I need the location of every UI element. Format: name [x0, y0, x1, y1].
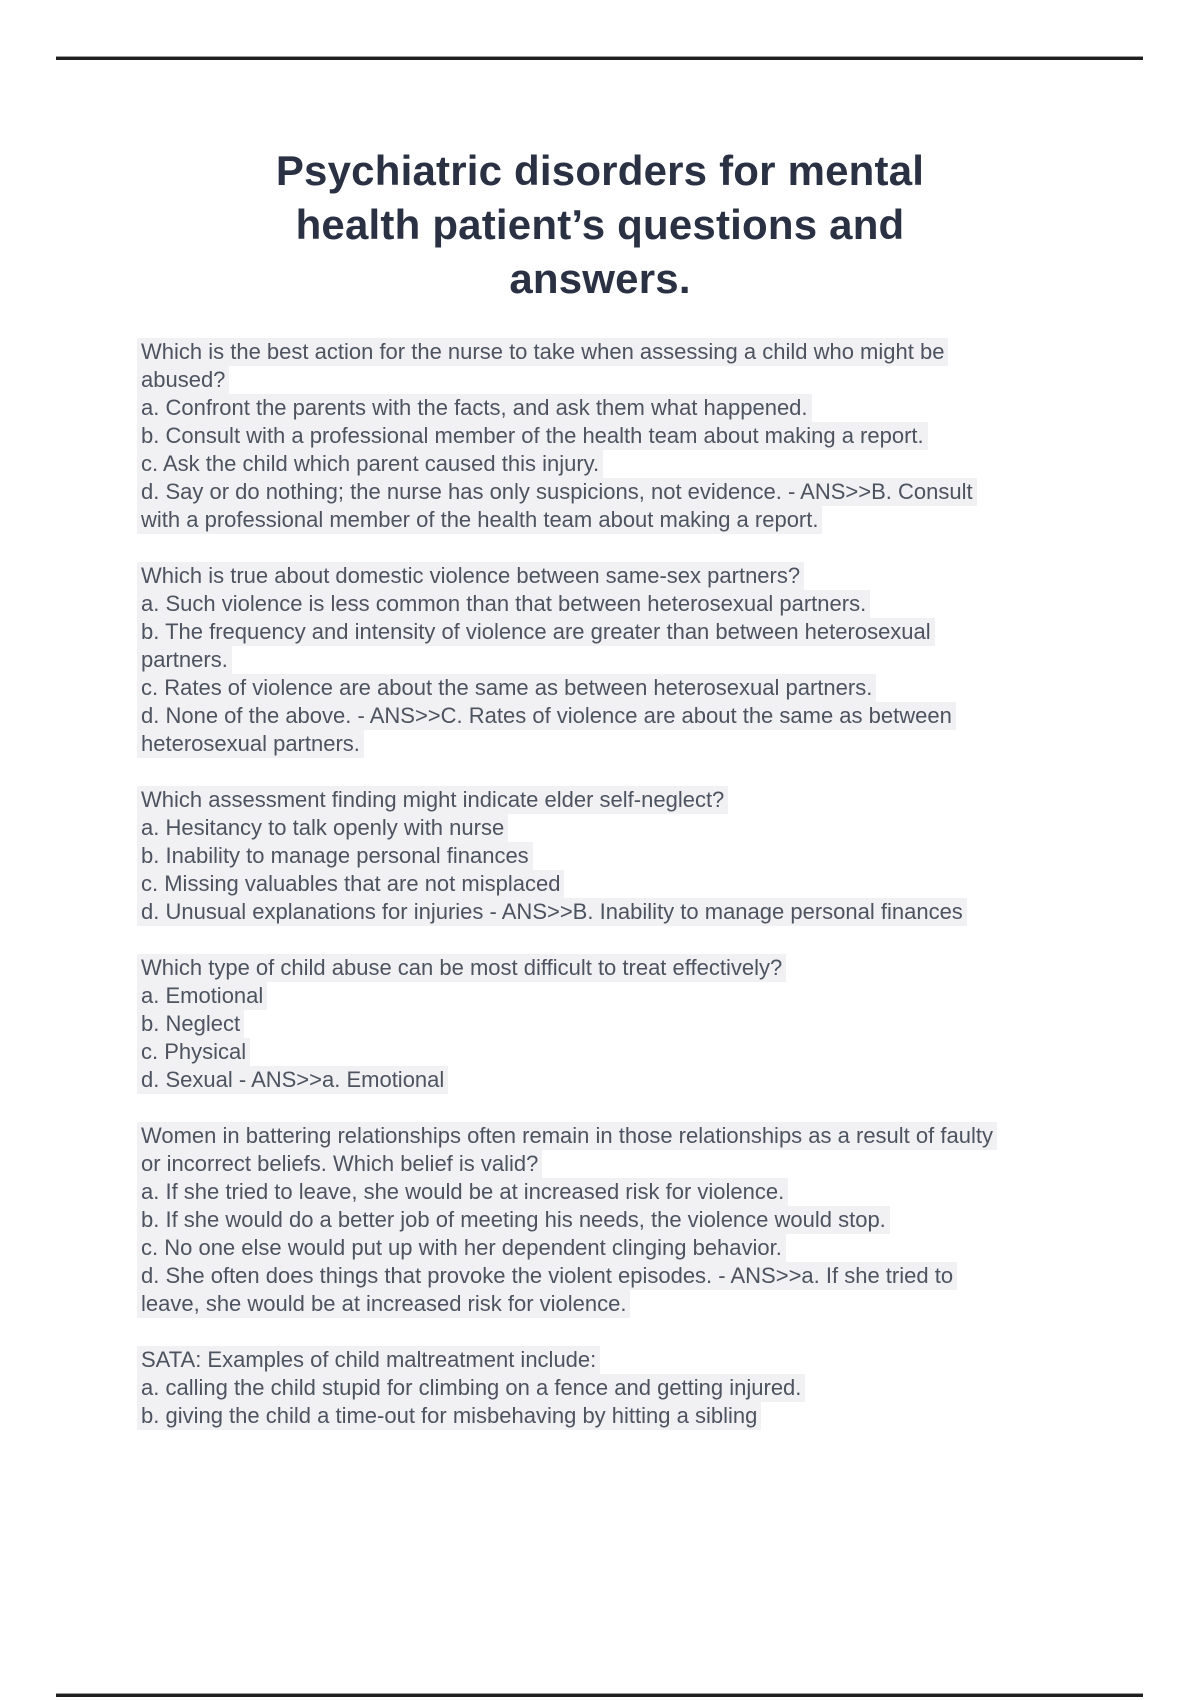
text-line — [137, 1066, 1097, 1094]
highlighted-text: b. The frequency and intensity of violence are greater than between heterosexual — [137, 618, 935, 646]
qa-blocks — [137, 338, 1097, 1458]
bottom-rule — [56, 1693, 1143, 1697]
title-line: Psychiatric disorders for mental — [275, 147, 925, 194]
highlighted-text: d. Say or do nothing; the nurse has only suspicions, not evidence. - ANS>>B. Consult — [137, 478, 977, 506]
highlighted-text: a. Such violence is less common than that between heterosexual partners. — [137, 590, 870, 618]
text-line — [137, 562, 1097, 590]
highlighted-text: d. None of the above. - ANS>>C. Rates of violence are about the same as between — [137, 702, 956, 730]
qa-block — [137, 954, 1097, 1094]
text-line — [137, 702, 1097, 730]
qa-block — [137, 338, 1097, 534]
highlighted-text: d. Sexual - ANS>>a. Emotional — [137, 1066, 448, 1094]
text-line — [137, 1150, 1097, 1178]
highlighted-text: Which is true about domestic violence between same-sex partners? — [137, 562, 804, 590]
highlighted-text: with a professional member of the health team about making a report. — [137, 506, 822, 534]
document-title — [0, 144, 1200, 306]
highlighted-text: c. Physical — [137, 1038, 250, 1066]
qa-block — [137, 562, 1097, 758]
highlighted-text: Which assessment finding might indicate elder self-neglect? — [137, 786, 728, 814]
text-line — [137, 1206, 1097, 1234]
text-line — [137, 674, 1097, 702]
text-line — [137, 1234, 1097, 1262]
highlighted-text: d. Unusual explanations for injuries - ANS>>B. Inability to manage personal finances — [137, 898, 967, 926]
highlighted-text: c. No one else would put up with her dependent clinging behavior. — [137, 1234, 786, 1262]
highlighted-text: partners. — [137, 646, 232, 674]
text-line — [137, 1374, 1097, 1402]
text-line — [137, 730, 1097, 758]
text-line — [137, 870, 1097, 898]
highlighted-text: b. If she would do a better job of meeting his needs, the violence would stop. — [137, 1206, 890, 1234]
highlighted-text: d. She often does things that provoke the violent episodes. - ANS>>a. If she tried to — [137, 1262, 957, 1290]
text-line — [137, 394, 1097, 422]
highlighted-text: Women in battering relationships often remain in those relationships as a result of faulty — [137, 1122, 997, 1150]
text-line — [137, 842, 1097, 870]
text-line — [137, 506, 1097, 534]
highlighted-text: b. Inability to manage personal finances — [137, 842, 533, 870]
highlighted-text: Which type of child abuse can be most difficult to treat effectively? — [137, 954, 786, 982]
highlighted-text: Which is the best action for the nurse to take when assessing a child who might be — [137, 338, 948, 366]
highlighted-text: a. Emotional — [137, 982, 267, 1010]
text-line — [137, 786, 1097, 814]
highlighted-text: a. Hesitancy to talk openly with nurse — [137, 814, 508, 842]
text-line — [137, 422, 1097, 450]
highlighted-text: leave, she would be at increased risk for violence. — [137, 1290, 630, 1318]
text-line — [137, 1402, 1097, 1430]
text-line — [137, 982, 1097, 1010]
text-line — [137, 954, 1097, 982]
text-line — [137, 1346, 1097, 1374]
text-line — [137, 814, 1097, 842]
title-line: health patient’s questions and — [295, 201, 905, 248]
highlighted-text: c. Ask the child which parent caused this injury. — [137, 450, 603, 478]
text-line — [137, 1262, 1097, 1290]
highlighted-text: a. calling the child stupid for climbing on a fence and getting injured. — [137, 1374, 805, 1402]
highlighted-text: abused? — [137, 366, 229, 394]
text-line — [137, 618, 1097, 646]
highlighted-text: c. Missing valuables that are not misplaced — [137, 870, 564, 898]
highlighted-text: b. Consult with a professional member of the health team about making a report. — [137, 422, 928, 450]
highlighted-text: b. giving the child a time-out for misbehaving by hitting a sibling — [137, 1402, 761, 1430]
text-line — [137, 1038, 1097, 1066]
highlighted-text: c. Rates of violence are about the same as between heterosexual partners. — [137, 674, 876, 702]
text-line — [137, 1010, 1097, 1038]
text-line — [137, 450, 1097, 478]
text-line — [137, 478, 1097, 506]
text-line — [137, 1122, 1097, 1150]
text-line — [137, 590, 1097, 618]
text-line — [137, 1290, 1097, 1318]
highlighted-text: a. If she tried to leave, she would be at increased risk for violence. — [137, 1178, 788, 1206]
qa-block — [137, 1122, 1097, 1318]
text-line — [137, 366, 1097, 394]
text-line — [137, 646, 1097, 674]
text-line — [137, 338, 1097, 366]
highlighted-text: b. Neglect — [137, 1010, 244, 1038]
title-line: answers. — [509, 255, 691, 302]
highlighted-text: SATA: Examples of child maltreatment include: — [137, 1346, 600, 1374]
highlighted-text: heterosexual partners. — [137, 730, 364, 758]
text-line — [137, 1178, 1097, 1206]
highlighted-text: a. Confront the parents with the facts, and ask them what happened. — [137, 394, 812, 422]
qa-block — [137, 1346, 1097, 1430]
text-line — [137, 898, 1097, 926]
top-rule — [56, 56, 1143, 60]
qa-block — [137, 786, 1097, 926]
highlighted-text: or incorrect beliefs. Which belief is valid? — [137, 1150, 542, 1178]
